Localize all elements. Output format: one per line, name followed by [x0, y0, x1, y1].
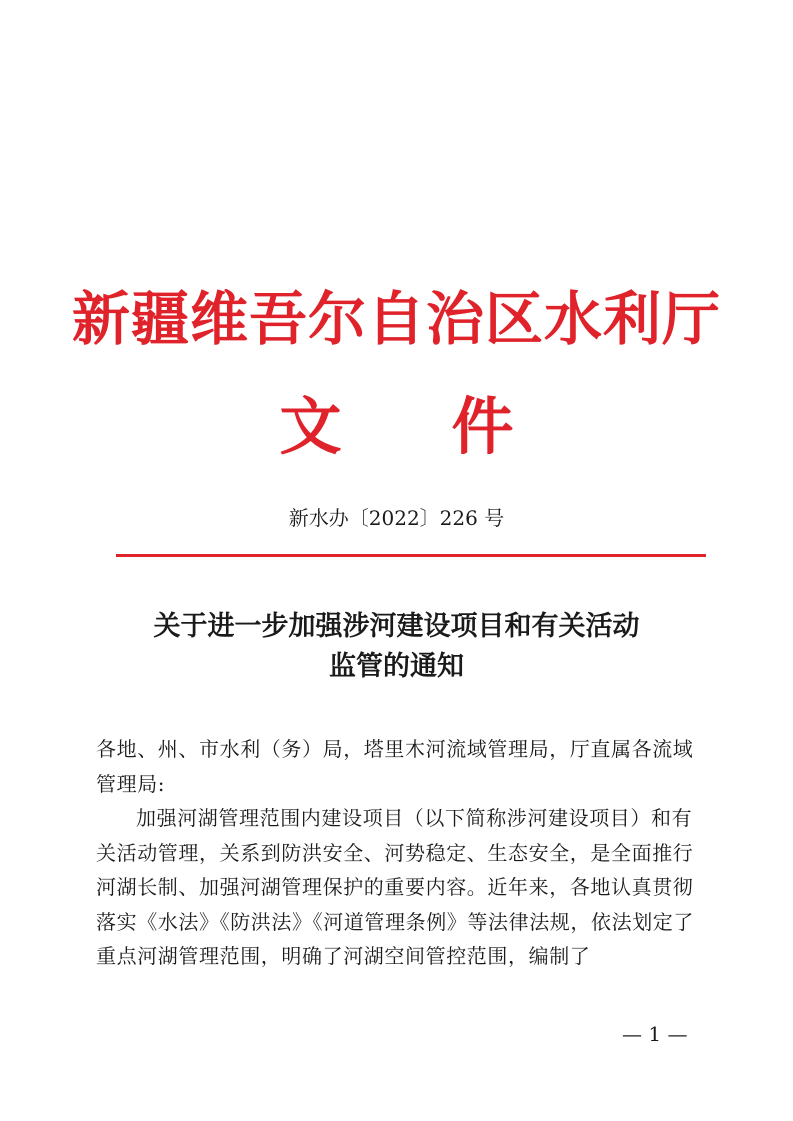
agency-title: 新疆维吾尔自治区水利厅 [71, 285, 721, 353]
body-text [96, 732, 700, 974]
document-number: 新水办〔2022〕226 号 [288, 506, 505, 530]
red-separator-line [116, 554, 706, 557]
addressee-paragraph: 各地、州、市水利（务）局，塔里木河流域管理局，厅直属各流域管理局: [96, 737, 694, 796]
notice-title-line-1: 关于进一步加强涉河建设项目和有关活动 [153, 611, 640, 642]
notice-title [0, 607, 793, 687]
body-paragraph-1: 加强河湖管理范围内建设项目（以下简称涉河建设项目）和有关活动管理，关系到防洪安全、河势稳定、生态安全，是全面推行河湖长制、加强河湖管理保护的重要内容。近年来，各地认真贯彻落实《水法》《防洪法》《河道管理条例》等法律法规，依法划定了重点河湖管理范围，明确了河湖空间管控范围，编制了 [96, 806, 694, 968]
document-type-heading: 文件 [279, 390, 624, 463]
notice-title-line-2: 监管的通知 [329, 651, 464, 682]
page-number: — 1 — [622, 1022, 688, 1046]
